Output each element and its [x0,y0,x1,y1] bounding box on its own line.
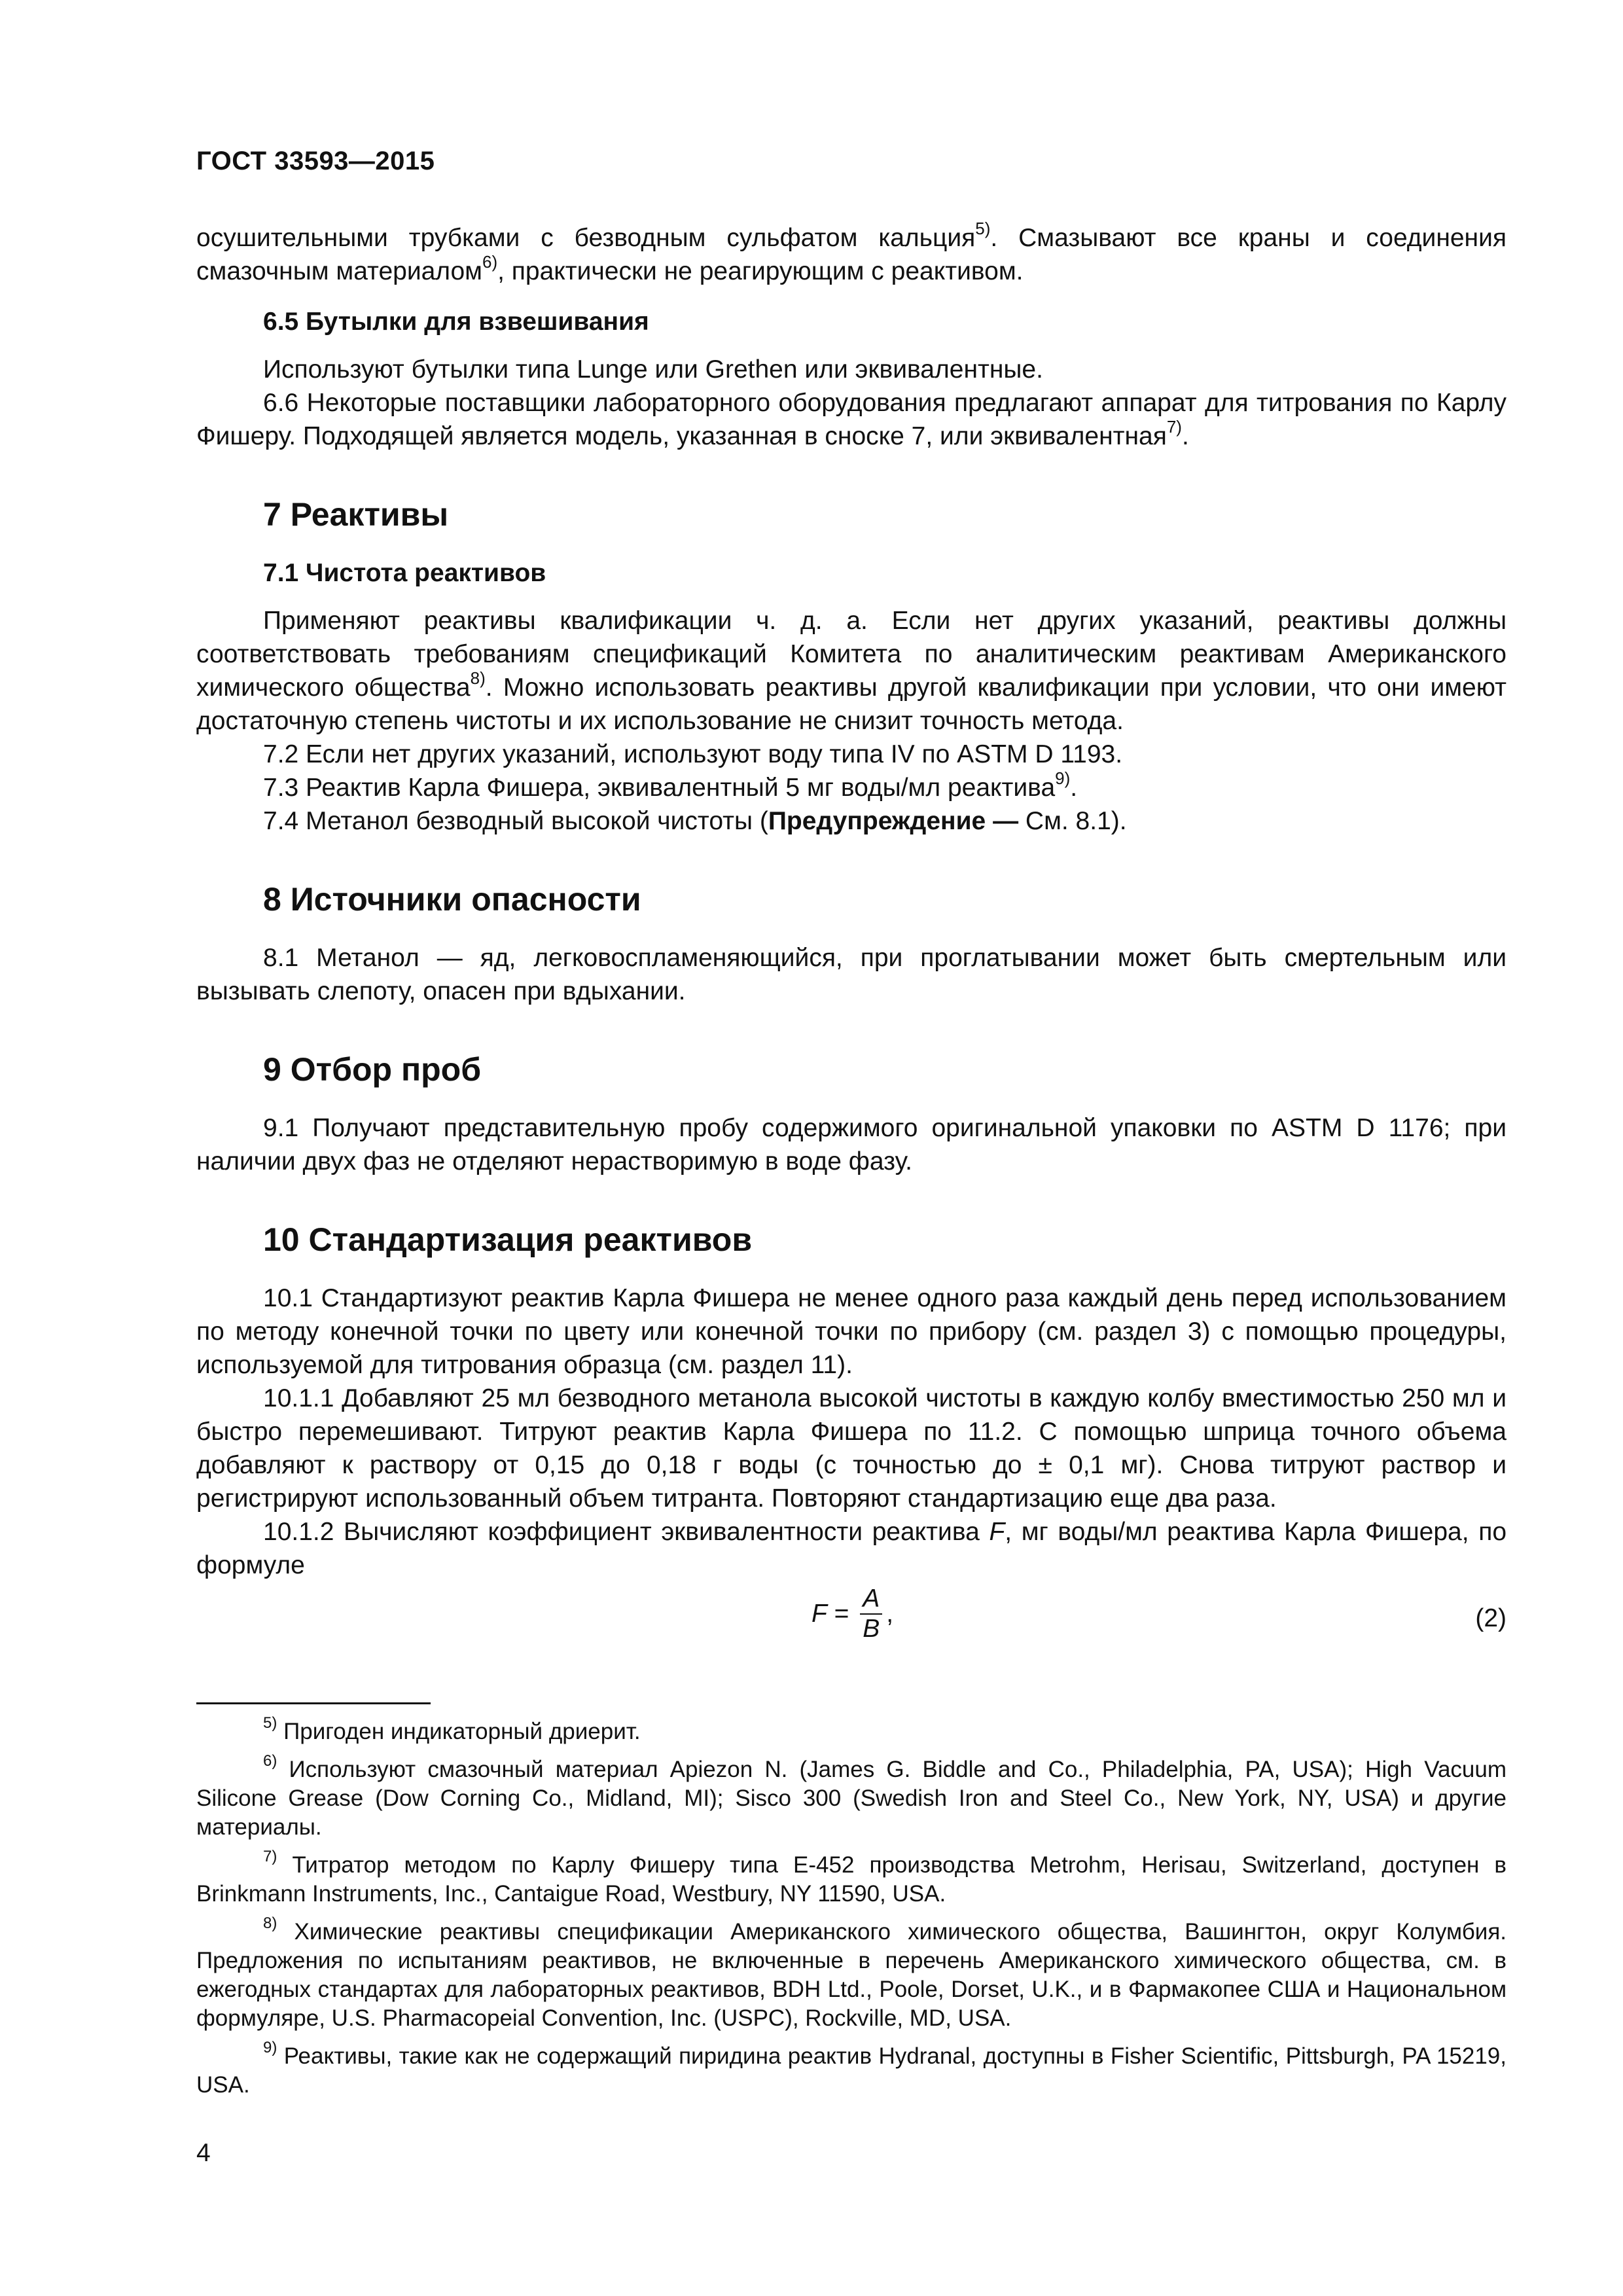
footnote-ref-7[interactable]: 7) [1166,417,1182,437]
footnote-text: Титратор методом по Карлу Фишеру типа Е-452 производства Metrohm, Herisau, Switzerland, доступен в Brinkmann Instruments, Inc., Cantaigue Road, Westbury, NY 11590, USA. [196,1852,1507,1907]
footnote-ref-9[interactable]: 9) [1055,768,1071,788]
section-8-1-paragraph: 8.1 Метанол — яд, легковоспламеняющийся, при проглатывании может быть смертельным или вызывать слепоту, опасен при вдыхании. [196,944,1507,1005]
section-10-1-1-paragraph: 10.1.1 Добавляют 25 мл безводного метанола высокой чистоты в каждую колбу вместимостью 250 мл и быстро перемешивают. Титруют реактив Карла Фишера по 11.2. С помощью шприца точного объема добавляют к раствору от 0,15 до 0,18 г воды (с точностью до ± 0,1 мг). Снова титруют раствор и регистрируют использованный объем титранта. Повторяют стандартизацию еще два раза. [196,1384,1507,1513]
footnote-5 [196,1714,1507,1746]
footnote-text: Пригоден индикаторный дриерит. [277,1719,641,1744]
section-7-3-text-a: 7.3 Реактив Карла Фишера, эквивалентный 5 мг воды/мл реактива [263,774,1056,802]
formula-lhs: F [812,1600,827,1628]
section-9-title: 9 Отбор проб [263,1051,482,1088]
intro-text-3: , практически не реагирующим с реактивом. [497,257,1024,285]
section-6-6-paragraph [196,386,1507,453]
section-7-4-text-a: 7.4 Метанол безводный высокой чистоты ( [263,807,768,835]
footnote-text: Реактивы, такие как не содержащий пиридина реактив Hydranal, доступны в Fisher Scientific, Pittsburgh, PA 15219, USA. [196,2043,1507,2098]
section-10-1-2-paragraph [196,1515,1507,1582]
section-7-3-paragraph [196,768,1507,804]
section-7-1-text-a: Применяют реактивы квалификации ч. д. а. Если нет других указаний, реактивы должны соответствовать требованиям спецификаций Комитета по аналитическим реактивам Американского химического общества [196,607,1507,702]
footnote-ref-6[interactable]: 6) [482,252,498,272]
footnote-7 [196,1848,1507,1909]
section-7-4-paragraph [196,804,1507,838]
footnote-divider [196,1702,431,1704]
formula-row [196,1585,1507,1658]
intro-paragraph [196,221,1507,288]
formula-fraction [860,1585,882,1643]
section-10-1-2-text-a: 10.1.2 Вычисляют коэффициент эквивалентности реактива [263,1518,990,1546]
section-10-1-2-text-b: , мг воды/мл реактива Карла Фишера, по формуле [196,1518,1507,1579]
section-6-6-end: . [1181,422,1189,450]
footnote-mark: 5) [263,1714,277,1732]
formula-denominator: B [863,1615,880,1643]
formula-tail: , [886,1600,894,1628]
variable-f: F [989,1518,1005,1546]
formula-2 [812,1585,893,1643]
section-7-1-text-b: . Можно использовать реактивы другой квалификации при условии, что они имеют достаточную степень чистоты и их использование не снизит точность метода. [196,673,1507,735]
equation-number: (2) [1475,1604,1507,1632]
footnote-mark: 9) [263,2039,277,2057]
footnote-mark: 7) [263,1848,277,1866]
section-10-1-paragraph: 10.1 Стандартизуют реактив Карла Фишера не менее одного раза каждый день перед использованием по методу конечной точки по цвету или конечной точки по прибору (см. раздел 3) с помощью процедуры, используемой для титрования образца (см. раздел 11). [196,1284,1507,1379]
document-body [196,221,1507,2109]
intro-text-1: осушительными трубками с безводным сульфатом кальция [196,224,976,252]
formula-equals: = [827,1600,857,1628]
footnote-mark: 8) [263,1914,277,1933]
section-6-5-title: 6.5 Бутылки для взвешивания [263,308,649,336]
section-6-6-text: 6.6 Некоторые поставщики лабораторного оборудования предлагают аппарат для титрования по Карлу Фишеру. Подходящей является модель, указанная в сноске 7, или эквивалентная [196,389,1507,450]
section-7-2-paragraph: 7.2 Если нет других указаний, используют воду типа IV по ASTM D 1193. [263,740,1123,768]
document-page [196,0,1507,2296]
footnote-mark: 6) [263,1752,277,1770]
document-code-header: ГОСТ 33593—2015 [196,147,435,175]
warning-label: Предупреждение — [768,807,1019,835]
footnote-text: Химические реактивы спецификации Американского химического общества, Вашингтон, округ Колумбия. Предложения по испытаниям реактивов, не включенные в перечень Американского химического общества, см. в ежегодных стандартах для лабораторных реактивов, BDH Ltd., Poole, Dorset, U.K., и в Фармакопее США и Национальном формуляре, U.S. Pharmacopeial Convention, Inc. (USPC), Rockville, MD, USA. [196,1919,1507,2031]
section-7-1-paragraph [196,604,1507,738]
footnote-6 [196,1752,1507,1842]
section-7-1-title: 7.1 Чистота реактивов [263,559,546,587]
footnote-text: Используют смазочный материал Apiezon N. (James G. Biddle and Co., Philadelphia, PA, USA); High Vacuum Silicone Grease (Dow Corning Co., Midland, MI); Sisco 300 (Swedish Iron and Steel Co., New York, NY, USA) и другие материалы. [196,1757,1507,1840]
section-10-title: 10 Стандартизация реактивов [263,1221,753,1258]
section-9-1-paragraph: 9.1 Получают представительную пробу содержимого оригинальной упаковки по ASTM D 1176; при наличии двух фаз не отделяют нерастворимую в воде фазу. [196,1114,1507,1175]
intro-text-2: . Смазывают все краны и соединения смазочным материалом [196,224,1507,285]
footnotes [196,1714,1507,2100]
page-number: 4 [196,2139,211,2167]
footnote-ref-8[interactable]: 8) [470,668,486,688]
section-7-title: 7 Реактивы [263,496,449,533]
footnote-8 [196,1914,1507,2033]
footnote-ref-5[interactable]: 5) [975,219,991,238]
section-8-title: 8 Источники опасности [263,881,641,918]
section-6-5-paragraph: Используют бутылки типа Lunge или Grethen или эквивалентные. [263,355,1043,384]
formula-numerator: A [860,1585,882,1615]
footnote-9 [196,2039,1507,2100]
section-7-3-text-b: . [1070,774,1078,802]
section-7-4-text-b: См. 8.1). [1018,807,1127,835]
